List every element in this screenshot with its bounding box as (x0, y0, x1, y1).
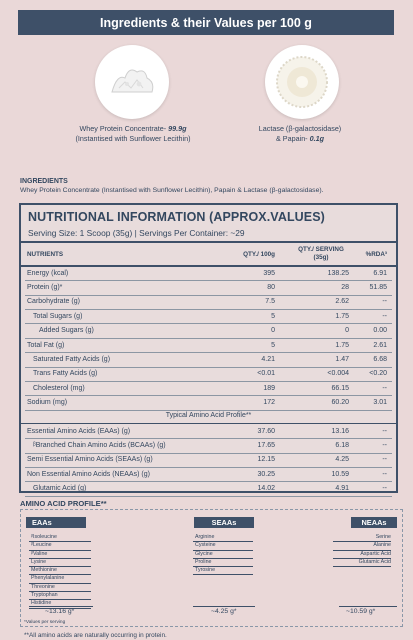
rda-percent: -- (382, 442, 387, 450)
amino-acid-item: Arginine (193, 534, 253, 542)
nutrition-row (21, 324, 396, 338)
ingredients-heading: INGREDIENTS (20, 178, 68, 185)
qty-serving: 1.75 (335, 312, 349, 320)
qty-100g: 5 (271, 312, 275, 320)
nutrient-name: Carbohydrate (g) (27, 298, 80, 306)
nutrition-row (21, 295, 396, 309)
neaas-label: NEAAs (351, 517, 397, 528)
ingredients-text: Whey Protein Concentrate (Instantised with Sunflower Lecithin), Papain & Lactase (β-galactosidase). (20, 187, 324, 194)
rda-percent: <0.20 (369, 370, 387, 378)
amino-acid-item: Serine (333, 534, 391, 542)
whey-note: (Instantised with Sunflower Lecithin) (75, 134, 191, 143)
qty-serving: 10.59 (331, 470, 349, 478)
nutrition-row (21, 424, 396, 438)
header-qtyserving (293, 246, 349, 262)
amino-subhead-row (21, 408, 396, 422)
nutrient-name: Glutamic Acid (g) (33, 485, 87, 493)
nutrition-row (21, 367, 396, 381)
header-rda: %RDA³ (365, 250, 387, 258)
nutrient-name: Essential Amino Acids (EAAs) (g) (27, 427, 131, 435)
qty-100g: 0 (271, 327, 275, 335)
rda-percent: 2.61 (373, 341, 387, 349)
nutrition-row (21, 352, 396, 366)
neaas-list (333, 534, 391, 567)
nutrient-name: Semi Essential Amino Acids (SEAAs) (g) (27, 456, 153, 464)
amino-acid-item: ᵝLeucine (29, 542, 91, 550)
nutrient-name: Total Fat (g) (27, 341, 65, 349)
qty-100g: 37.60 (257, 427, 275, 435)
nutrition-row (21, 280, 396, 294)
qty-serving: 1.75 (335, 341, 349, 349)
seaas-total-line (193, 606, 255, 607)
enzyme-name2: & Papain- (276, 134, 310, 143)
amino-acid-item: Alanine (333, 542, 391, 550)
rda-percent: -- (382, 485, 387, 493)
qty-100g: 5 (271, 341, 275, 349)
row-divider (25, 496, 392, 497)
footnote-amino: **All amino acids are naturally occurring in protein. (24, 632, 167, 639)
nutrition-row (21, 338, 396, 352)
qty-100g: 30.25 (257, 470, 275, 478)
rda-percent: -- (382, 456, 387, 464)
seaas-total: ~4.25 g* (211, 608, 237, 615)
qty-serving: 0 (345, 327, 349, 335)
enzyme-caption (230, 124, 370, 144)
ingredients-banner (18, 10, 394, 35)
amino-acid-item: Lysine (29, 559, 91, 567)
rda-percent: 3.01 (373, 399, 387, 407)
nutrition-row (21, 467, 396, 481)
nutrient-name: Cholesterol (mg) (33, 384, 85, 392)
qty-serving: 4.91 (335, 485, 349, 493)
nutrition-header-row (21, 244, 396, 264)
nutrient-name: Trans Fatty Acids (g) (33, 370, 98, 378)
nutrient-name: Saturated Fatty Acids (g) (33, 356, 111, 364)
nutrition-row (21, 453, 396, 467)
nutrition-row (21, 482, 396, 496)
neaas-total: ~10.59 g* (346, 608, 376, 615)
qty-100g: 7.5 (265, 298, 275, 306)
enzyme-name: Lactase (β-galactosidase) (258, 124, 342, 133)
qty-100g: 80 (267, 284, 275, 292)
rda-percent: 6.91 (373, 269, 387, 277)
nutrient-name: Energy (kcal) (27, 269, 69, 277)
banner-title: Ingredients & their Values per 100 g (100, 15, 312, 30)
amino-acid-item: Tryptophan (29, 592, 91, 600)
amino-acid-item: ᵝIsoleucine (29, 534, 91, 542)
eaas-label: EAAs (26, 517, 86, 528)
amino-acid-item: Tyrosine (193, 567, 253, 575)
nutrition-title: NUTRITIONAL INFORMATION (APPROX.VALUES) (28, 210, 325, 224)
seaas-list (193, 534, 253, 575)
rda-percent: -- (382, 427, 387, 435)
nutrient-name: Protein (g)* (27, 284, 63, 292)
whey-caption (58, 124, 208, 144)
divider (21, 241, 396, 243)
qty-serving: <0.004 (327, 370, 349, 378)
amino-acid-item: Glutamic Acid (333, 559, 391, 567)
amino-subhead: Typical Amino Acid Profile** (165, 411, 252, 419)
amino-acid-item: Methionine (29, 567, 91, 575)
amino-acid-item: Phenylalanine (29, 575, 91, 583)
header-qtyserving-line2: (35g) (313, 254, 329, 261)
amino-acid-item: ᵝValine (29, 551, 91, 559)
whey-powder-image (95, 45, 169, 119)
qty-serving: 60.20 (331, 399, 349, 407)
qty-serving: 66.15 (331, 384, 349, 392)
qty-serving: 28 (341, 284, 349, 292)
qty-serving: 6.18 (335, 442, 349, 450)
amino-acid-item: Cysteine (193, 542, 253, 550)
amino-acid-item: Threonine (29, 584, 91, 592)
nutrition-row (21, 309, 396, 323)
qty-serving: 1.47 (335, 356, 349, 364)
amino-acid-item: Glycine (193, 551, 253, 559)
enzyme-image (265, 45, 339, 119)
qty-serving: 2.62 (335, 298, 349, 306)
qty-100g: 4.21 (261, 356, 275, 364)
enzyme-dish-icon (274, 54, 330, 110)
eaas-total: ~13.16 g* (45, 608, 75, 615)
nutrition-row (21, 381, 396, 395)
rda-percent: 51.85 (369, 284, 387, 292)
header-qty100: QTY./ 100g (243, 250, 275, 258)
powder-icon (107, 62, 157, 102)
eaas-list (29, 534, 91, 609)
qty-100g: 395 (263, 269, 275, 277)
footnote-values: *Values per serving (24, 620, 66, 625)
amino-acid-item: Proline (193, 559, 253, 567)
rda-percent: -- (382, 470, 387, 478)
qty-serving: 13.16 (331, 427, 349, 435)
rda-percent: -- (382, 384, 387, 392)
neaas-total-line (339, 606, 397, 607)
header-nutrients: NUTRIENTS (27, 250, 64, 258)
qty-serving: 4.25 (335, 456, 349, 464)
header-qtyserving-line1: QTY./ SERVING (298, 246, 344, 253)
nutrient-name: ᵝBranched Chain Amino Acids (BCAAs) (g) (33, 442, 166, 450)
nutrition-row (21, 438, 396, 452)
enzyme-amount: 0.1g (309, 134, 324, 143)
qty-100g: 14.02 (257, 485, 275, 493)
nutrient-name: Sodium (mg) (27, 399, 68, 407)
amino-profile-heading: AMINO ACID PROFILE** (20, 499, 107, 508)
amino-profile-box (20, 509, 403, 627)
nutrition-panel (19, 203, 398, 493)
qty-100g: <0.01 (257, 370, 275, 378)
nutrient-name: Total Sugars (g) (33, 312, 83, 320)
rda-percent: 6.68 (373, 356, 387, 364)
rda-percent: -- (382, 298, 387, 306)
amino-acid-item: Histidine (29, 600, 91, 608)
qty-100g: 189 (263, 384, 275, 392)
whey-amount: 99.9g (168, 124, 187, 133)
qty-100g: 12.15 (257, 456, 275, 464)
whey-name: Whey Protein Concentrate- (79, 124, 169, 133)
seaas-label: SEAAs (194, 517, 254, 528)
nutrient-name: Added Sugars (g) (39, 327, 94, 335)
nutrient-name: Non Essential Amino Acids (NEAAs) (g) (27, 470, 150, 478)
qty-100g: 17.65 (257, 442, 275, 450)
qty-serving: 138.25 (327, 269, 349, 277)
serving-size: Serving Size: 1 Scoop (35g) | Servings Per Container: ~29 (28, 228, 245, 238)
rda-percent: 0.00 (373, 327, 387, 335)
qty-100g: 172 (263, 399, 275, 407)
nutrition-row (21, 266, 396, 280)
amino-acid-item: Aspartic Acid (333, 551, 391, 559)
eaas-total-line (29, 606, 93, 607)
rda-percent: -- (382, 312, 387, 320)
